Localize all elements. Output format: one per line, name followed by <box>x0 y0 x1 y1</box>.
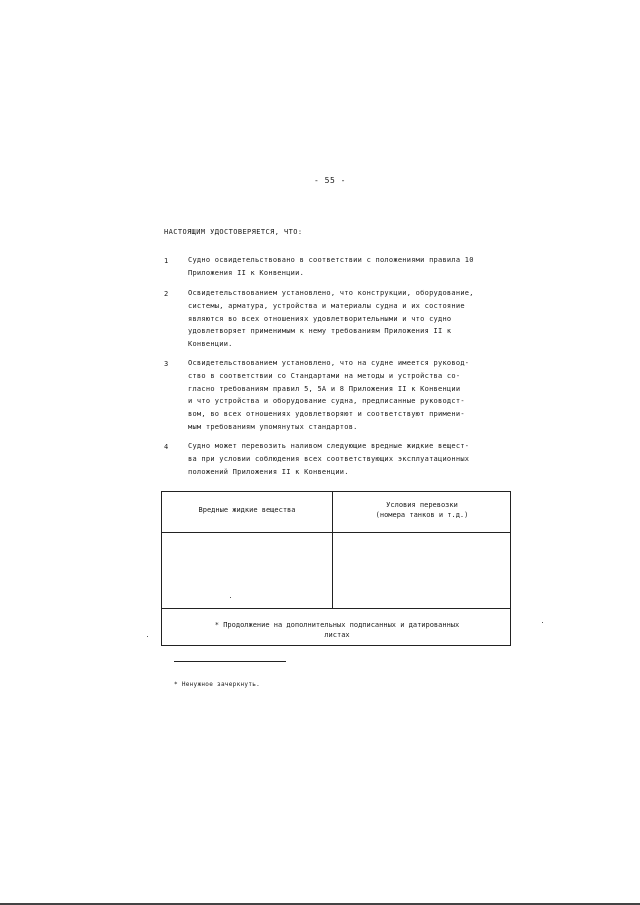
item-number: 3 <box>164 360 169 368</box>
item-number: 4 <box>164 443 169 451</box>
list-item <box>188 254 514 280</box>
item-line: положений Приложения II к Конвенции. <box>188 467 349 476</box>
item-line: системы, арматура, устройства и материалы судна и их состояние <box>188 301 465 310</box>
item-line: мым требованиям упомянутых стандартов. <box>188 422 358 431</box>
item-line: являются во всех отношениях удовлетворительными и что судно <box>188 314 452 323</box>
substances-table <box>161 491 511 646</box>
footnote: * Ненужное зачеркнуть. <box>174 681 261 688</box>
item-line: удовлетворяет применимым к нему требованиям Приложения II к <box>188 327 452 336</box>
list-item <box>188 440 514 478</box>
note-line: * Продолжение на дополнительных подписанных и датированных <box>214 621 460 629</box>
header-divider <box>162 532 510 533</box>
scan-speck <box>230 597 231 598</box>
item-line: Освидетельствованием установлено, что на судне имеется руковод- <box>188 359 470 367</box>
item-line: Судно освидетельствовано в соответствии с положениями правила 10 <box>188 256 474 264</box>
scan-speck <box>542 622 543 623</box>
item-line: ва при условии соблюдения всех соответствующих эксплуатационных <box>188 454 470 463</box>
item-line: Приложения II к Конвенции. <box>188 268 305 277</box>
scan-speck <box>147 636 148 637</box>
note-line: листах <box>324 631 350 639</box>
item-line: и что устройства и оборудование судна, предписанные руководст- <box>188 397 465 406</box>
item-line: Освидетельствованием установлено, что конструкции, оборудование, <box>188 289 474 297</box>
certification-heading: НАСТОЯЩИМ УДОСТОВЕРЯЕТСЯ, ЧТО: <box>164 228 303 236</box>
page-number: - 55 - <box>314 176 346 185</box>
item-line: Конвенции. <box>188 340 233 349</box>
header-line: (номера танков и т.д.) <box>375 511 469 519</box>
item-line: гласно требованиям правил 5, 5А и 8 Приложения II к Конвенции <box>188 384 461 393</box>
item-number: 2 <box>164 290 169 298</box>
column-header-conditions <box>333 500 511 520</box>
item-line: ство в соответствии со Стандартами на методы и устройства со- <box>188 371 461 380</box>
item-number: 1 <box>164 257 169 265</box>
table-continuation-note <box>162 620 512 640</box>
list-item <box>188 287 514 351</box>
footer-divider <box>162 608 510 609</box>
column-header-substances: Вредные жидкие вещества <box>198 506 296 514</box>
item-line: Судно может перевозить наливом следующие вредные жидкие вещест- <box>188 442 470 450</box>
list-item <box>188 357 514 434</box>
header-line: Условия перевозки <box>386 501 458 509</box>
footnote-rule <box>174 661 286 662</box>
item-line: вом, во всех отношениях удовлетворяют и соответствуют примени- <box>188 410 465 419</box>
